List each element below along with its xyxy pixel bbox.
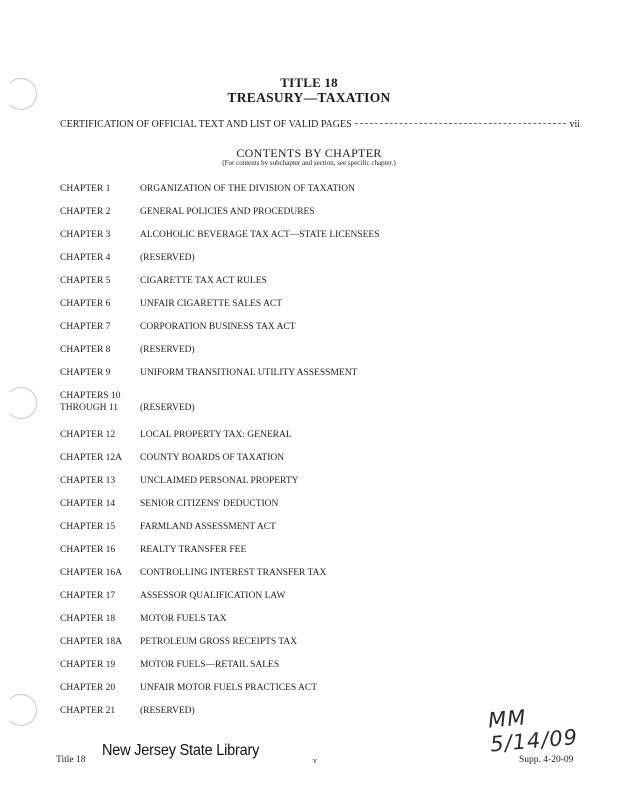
title-name: TREASURY—TAXATION [227, 90, 391, 105]
chapter-title: ASSESSOR QUALIFICATION LAW [140, 591, 286, 601]
chapter-number: CHAPTER 1 [60, 184, 111, 194]
chapter-title: GENERAL POLICIES AND PROCEDURES [140, 207, 315, 217]
chapter-number: CHAPTER 12 [60, 430, 116, 440]
chapter-title: FARMLAND ASSESSMENT ACT [140, 522, 276, 532]
chapter-number: CHAPTER 12A [60, 453, 123, 463]
chapter-number: CHAPTER 3 [60, 230, 111, 240]
chapter-number: CHAPTER 16A [60, 568, 123, 578]
chapter-number: CHAPTERS 10 [60, 391, 121, 401]
chapter-title: MOTOR FUELS TAX [140, 614, 227, 624]
page-number: v [313, 756, 317, 765]
chapter-title: LOCAL PROPERTY TAX: GENERAL [140, 430, 292, 440]
chapter-number: CHAPTER 16 [60, 545, 116, 555]
chapter-title: MOTOR FUELS—RETAIL SALES [140, 660, 280, 670]
chapter-number: CHAPTER 15 [60, 522, 116, 532]
library-stamp: New Jersey State Library [102, 742, 260, 760]
chapter-title: (RESERVED) [140, 345, 195, 355]
supplement-date: Supp. 4-20-09 [519, 755, 574, 765]
chapter-number-continued: THROUGH 11 [60, 403, 118, 413]
chapter-title: UNFAIR MOTOR FUELS PRACTICES ACT [140, 683, 318, 693]
chapter-title: COUNTY BOARDS OF TAXATION [140, 453, 285, 463]
chapter-number: CHAPTER 8 [60, 345, 111, 355]
chapter-title: UNFAIR CIGARETTE SALES ACT [140, 299, 283, 309]
chapter-number: CHAPTER 18 [60, 614, 116, 624]
footer-title: Title 18 [56, 755, 86, 765]
chapter-number: CHAPTER 17 [60, 591, 116, 601]
chapter-number: CHAPTER 7 [60, 322, 111, 332]
chapter-title: (RESERVED) [140, 706, 195, 716]
chapter-number: CHAPTER 2 [60, 207, 111, 217]
chapter-number: CHAPTER 9 [60, 368, 111, 378]
chapter-title: UNIFORM TRANSITIONAL UTILITY ASSESSMENT [140, 368, 358, 378]
chapter-number: CHAPTER 13 [60, 476, 116, 486]
chapter-title: ORGANIZATION OF THE DIVISION OF TAXATION [140, 184, 356, 194]
contents-heading: CONTENTS BY CHAPTER [236, 146, 382, 160]
chapter-title: (RESERVED) [140, 253, 195, 263]
certification-text: CERTIFICATION OF OFFICIAL TEXT AND LIST OF VALID PAGES [60, 119, 352, 130]
chapter-number: CHAPTER 20 [60, 683, 116, 693]
chapter-number: CHAPTER 19 [60, 660, 116, 670]
chapter-number: CHAPTER 18A [60, 637, 123, 647]
handwritten-initials-date: MM 5/14/09 [487, 705, 579, 757]
chapter-title: ALCOHOLIC BEVERAGE TAX ACT—STATE LICENSEES [140, 230, 380, 240]
certification-page: vii [569, 119, 580, 130]
chapter-number: CHAPTER 21 [60, 706, 116, 716]
chapter-title: (RESERVED) [140, 403, 195, 413]
chapter-title: UNCLAIMED PERSONAL PROPERTY [140, 476, 299, 486]
chapter-title: CIGARETTE TAX ACT RULES [140, 276, 267, 286]
chapter-title: CORPORATION BUSINESS TAX ACT [140, 322, 296, 332]
title-number: TITLE 18 [280, 75, 338, 90]
chapter-number: CHAPTER 4 [60, 253, 111, 263]
chapter-number: CHAPTER 5 [60, 276, 111, 286]
chapter-title: CONTROLLING INTEREST TRANSFER TAX [140, 568, 327, 578]
chapter-title: REALTY TRANSFER FEE [140, 545, 247, 555]
contents-note: (For contents by subchapter and section, see specific chapter.) [222, 159, 396, 167]
chapter-title: SENIOR CITIZENS' DEDUCTION [140, 499, 279, 509]
chapter-number: CHAPTER 6 [60, 299, 111, 309]
chapter-number: CHAPTER 14 [60, 499, 116, 509]
chapter-title: PETROLEUM GROSS RECEIPTS TAX [140, 637, 298, 647]
